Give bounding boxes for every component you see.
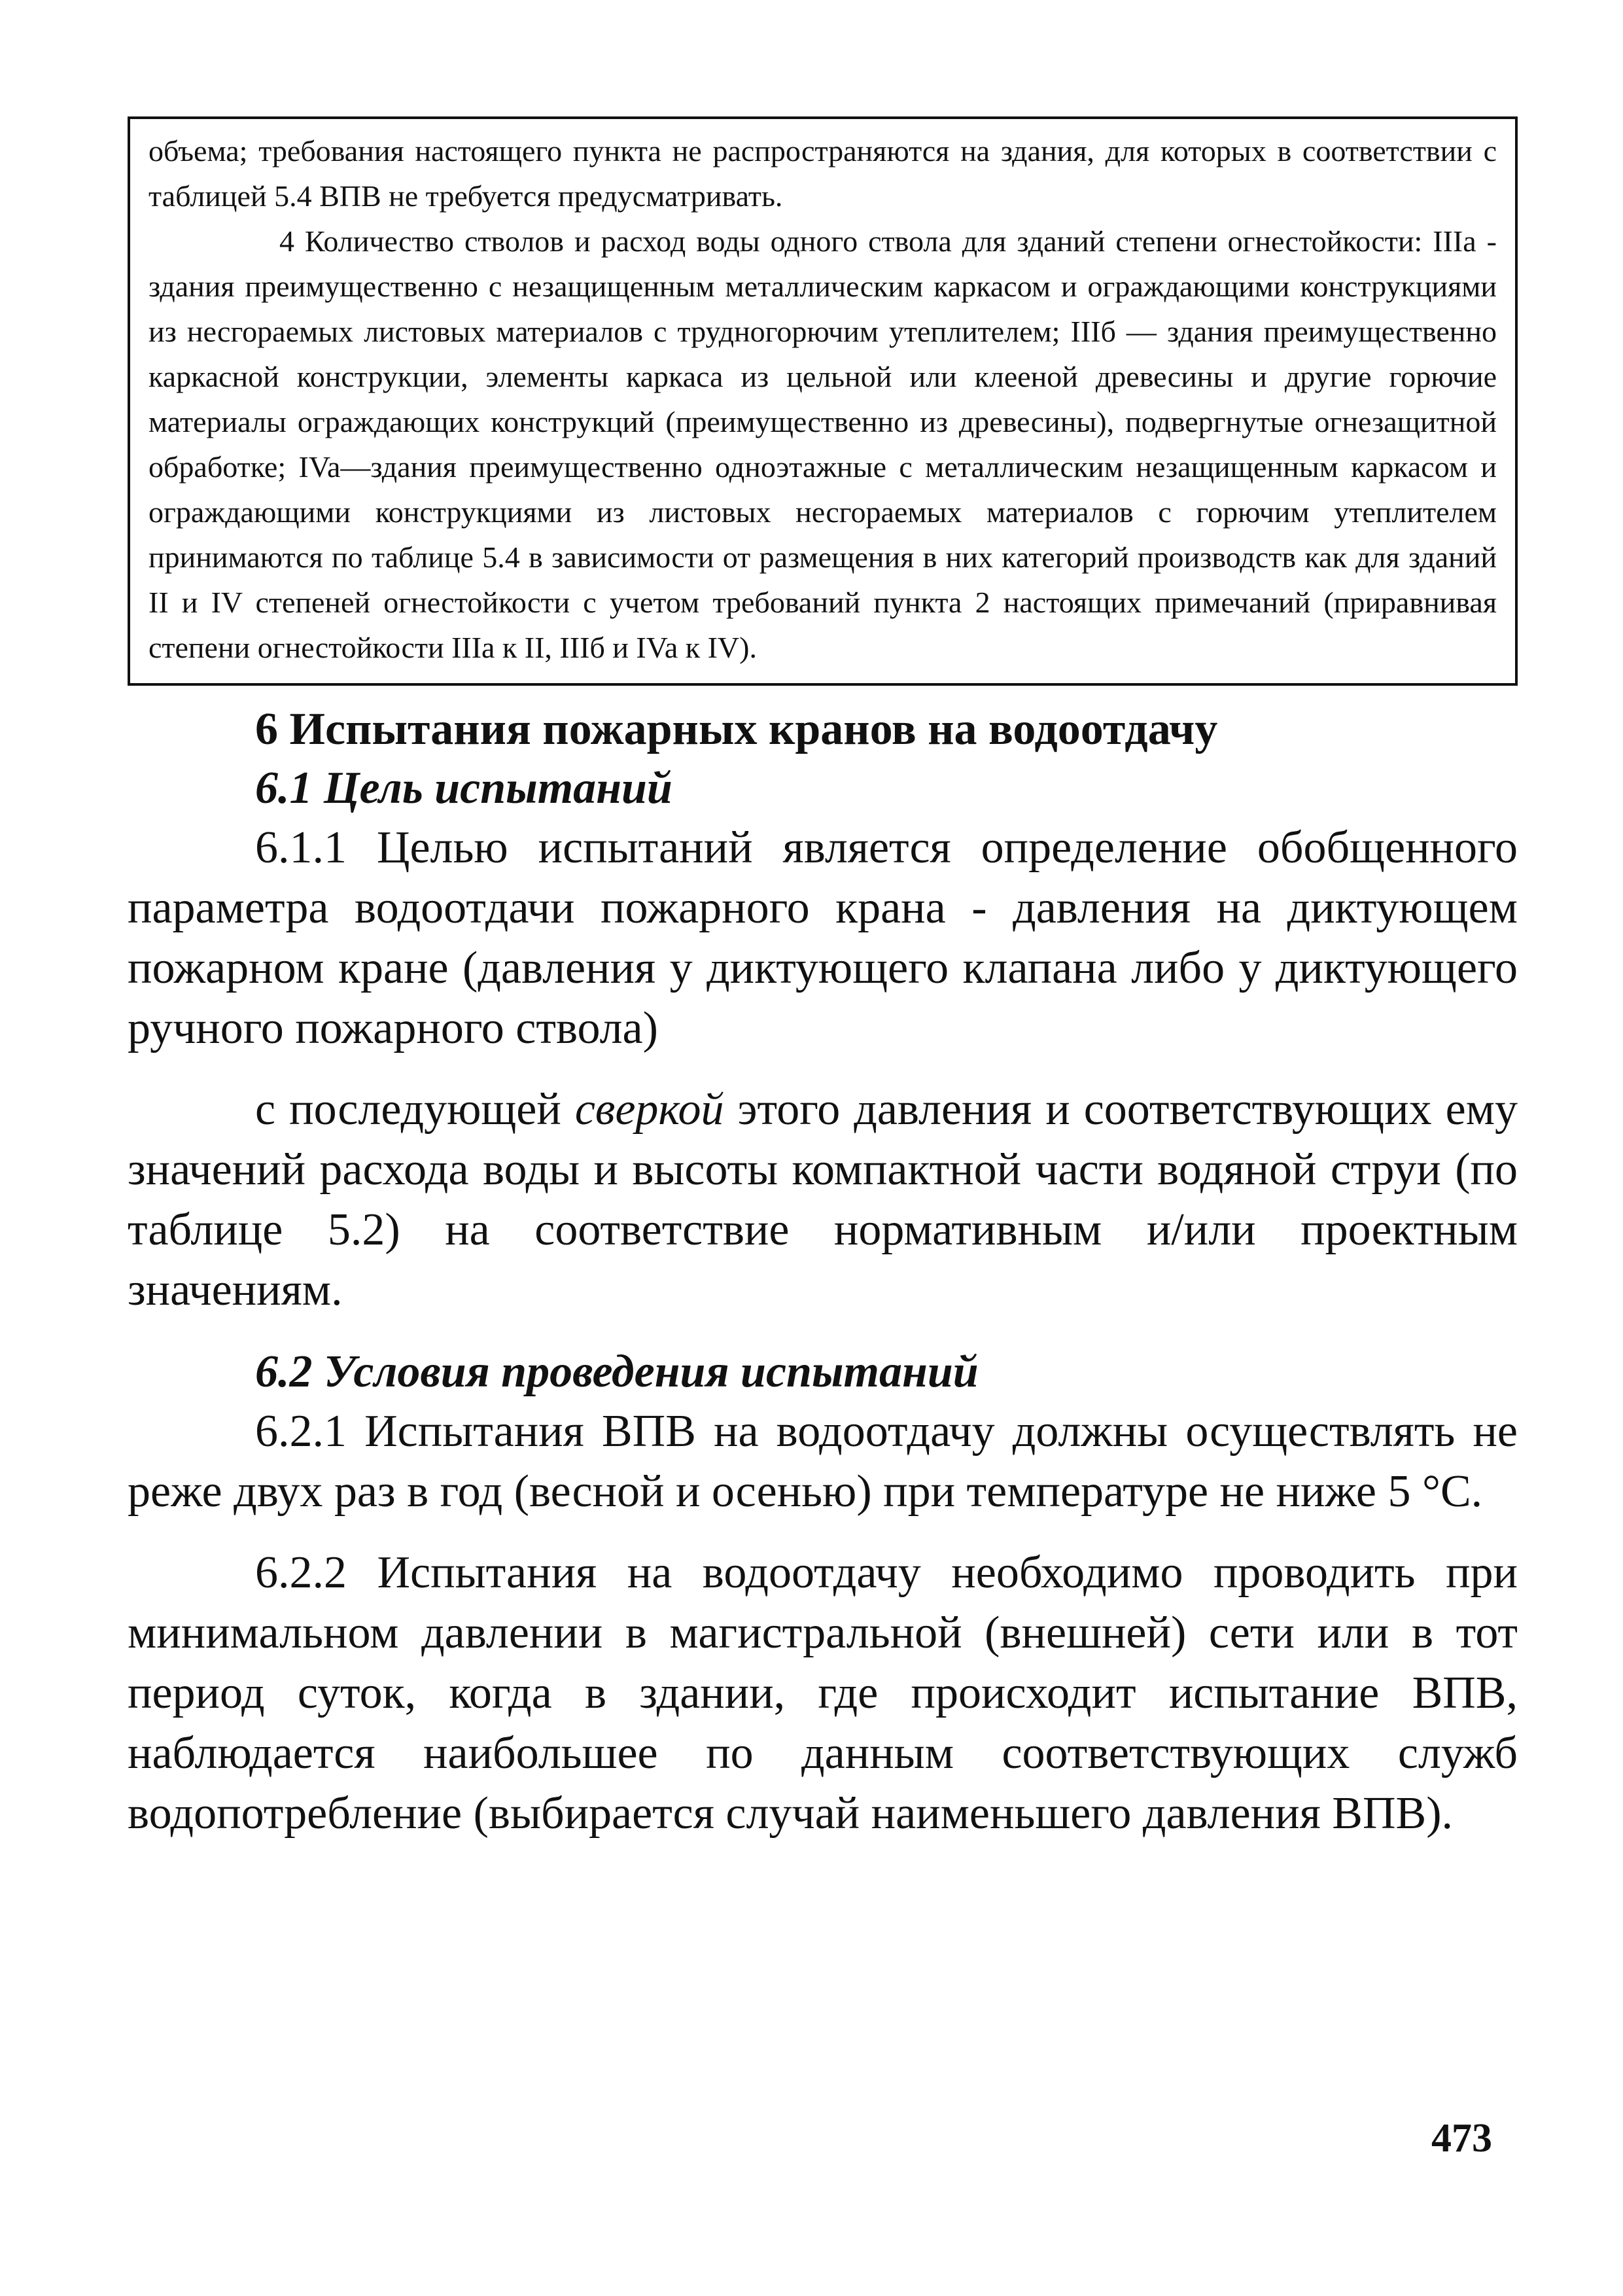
paragraph-6-1-1-continued-end: этого давления и соответствующих ему значений расхода воды и высоты компактной части водяной струи (по таблице 5.2) на соответствие нормативным и/или проектным значениям.: [128, 1084, 1518, 1315]
section-6-title: 6 Испытания пожарных кранов на водоотдачу: [255, 704, 1218, 754]
table-note-box: [128, 116, 1518, 686]
paragraph-6-1-1-continued-start: с последующей: [255, 1084, 575, 1135]
document-page: [128, 116, 1518, 1844]
paragraph-6-1-1: 6.1.1 Целью испытаний является определение обобщенного параметра водоотдачи пожарного крана - давления на диктующем пожарном кране (давления у диктующего клапана либо у диктующего ручного пожарного ствола): [128, 822, 1518, 1053]
paragraph-6-2-1: 6.2.1 Испытания ВПВ на водоотдачу должны осуществлять не реже двух раз в год (весной и осенью) при температуре не ниже 5 °С.: [128, 1406, 1518, 1517]
emphasis-sverkoy: сверкой: [574, 1084, 724, 1135]
note-paragraph-continuation: объема; требования настоящего пункта не распространяются на здания, для которых в соответствии с таблицей 5.4 ВПВ не требуется предусматривать.: [148, 134, 1497, 213]
page-number: 473: [1431, 2116, 1492, 2161]
note-paragraph-4: 4 Количество стволов и расход воды одного ствола для зданий степени огнестойкости: IIIa - здания преимущественно с незащищенным металлическим каркасом и ограждающими конструкциями из несгораемых листовых материалов с трудногорючим утеплителем; IIIб — здания преимущественно каркасной конструкции, элементы каркаса из цельной или клееной древесины и другие горючие материалы ограждающих конструкций (преимущественно из древесины), подвергнутые огнезащитной обработке; IVa—здания преимущественно одноэтажные с металлическим незащищенным каркасом и ограждающими конструкциями из листовых несгораемых материалов с горючим утеплителем принимаются по таблице 5.4 в зависимости от размещения в них категорий производств как для зданий II и IV степеней огнестойкости с учетом требований пункта 2 настоящих примечаний (приравнивая степени огнестойкости IIIa к II, IIIб и IVa к IV).: [148, 224, 1497, 664]
paragraph-6-1-1-continued: [128, 1080, 1518, 1320]
subsection-6-2-title: 6.2 Условия проведения испытаний: [255, 1347, 979, 1397]
paragraph-6-2-2: 6.2.2 Испытания на водоотдачу необходимо проводить при минимальном давлении в магистральной (внешней) сети или в тот период суток, когда в здании, где происходит испытание ВПВ, наблюдается наибольшее по данным соответствующих служб водопотребление (выбирается случай наименьшего давления ВПВ).: [128, 1547, 1518, 1839]
subsection-6-1-title: 6.1 Цель испытаний: [255, 763, 672, 813]
